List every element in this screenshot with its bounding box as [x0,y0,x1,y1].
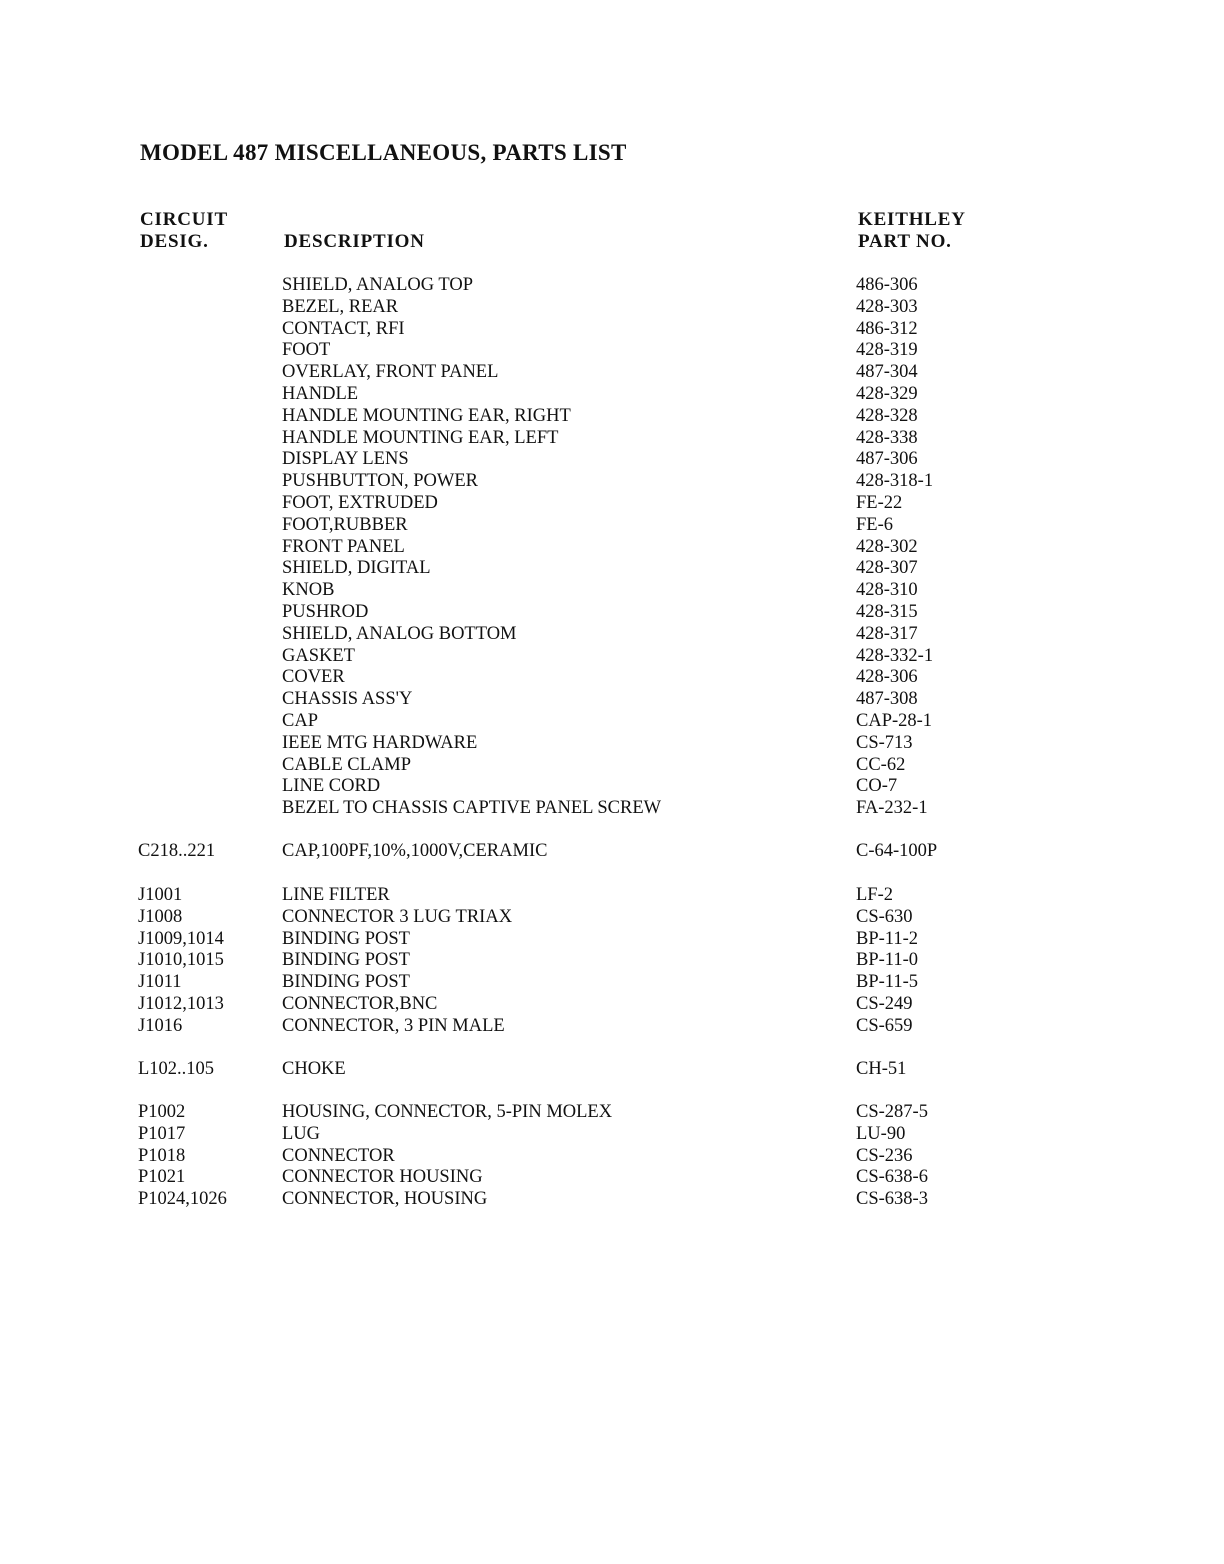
part-number-cell: 428-310 [856,580,918,601]
table-row [0,275,1224,297]
description-cell: BINDING POST [282,950,410,971]
part-number-cell: 428-332-1 [856,645,934,666]
parts-group [0,841,1224,863]
part-number-cell: CS-713 [856,732,913,753]
description-cell: SHIELD, ANALOG BOTTOM [282,623,517,644]
table-row [0,1167,1224,1189]
description-cell: FOOT,RUBBER [282,514,408,535]
table-row [0,297,1224,319]
part-header-line1: KEITHLEY [858,209,966,230]
part-number-cell: 487-304 [856,362,918,383]
part-number-cell: BP-11-0 [856,950,919,971]
part-number-cell: CH-51 [856,1059,907,1079]
table-row [0,537,1224,559]
parts-group [0,1102,1224,1211]
circuit-designation-cell: J1012,1013 [138,993,224,1014]
part-number-cell: BP-11-5 [856,972,919,993]
table-row [0,471,1224,493]
table-row [0,972,1224,994]
description-cell: GASKET [282,645,355,666]
description-cell: SHIELD, DIGITAL [282,558,431,579]
table-row [0,1016,1224,1038]
part-number-cell: 428-315 [856,601,918,622]
description-cell: CONNECTOR 3 LUG TRIAX [282,906,513,927]
circuit-designation-header [140,209,228,253]
description-cell: SHIELD, ANALOG TOP [282,275,474,295]
part-number-header [858,209,966,253]
description-cell: FRONT PANEL [282,536,405,557]
description-cell: DISPLAY LENS [282,449,409,470]
part-number-cell: 428-307 [856,558,918,579]
part-number-cell: 487-308 [856,689,918,710]
description-cell: BEZEL TO CHASSIS CAPTIVE PANEL SCREW [282,798,662,819]
part-number-cell: CC-62 [856,754,906,775]
circuit-header-line1: CIRCUIT [140,209,228,230]
circuit-designation-cell: C218..221 [138,841,216,861]
table-row [0,776,1224,798]
table-row [0,689,1224,711]
description-cell: HANDLE [282,383,359,404]
description-cell: FOOT, EXTRUDED [282,492,438,513]
part-number-cell: 428-302 [856,536,918,557]
description-cell: CABLE CLAMP [282,754,412,775]
description-cell: COVER [282,667,345,688]
circuit-designation-cell: L102..105 [138,1059,215,1079]
description-cell: BINDING POST [282,972,410,993]
description-cell: IEEE MTG HARDWARE [282,732,478,753]
table-row [0,624,1224,646]
circuit-designation-cell: J1010,1015 [138,950,224,971]
table-row [0,929,1224,951]
description-cell: HANDLE MOUNTING EAR, LEFT [282,427,559,448]
table-row [0,1059,1224,1081]
circuit-designation-cell: J1001 [138,885,183,905]
page-title: MODEL 487 MISCELLANEOUS, PARTS LIST [140,140,627,165]
description-cell: LINE FILTER [282,885,390,905]
table-row [0,733,1224,755]
circuit-designation-cell: J1016 [138,1015,183,1036]
description-cell: CONNECTOR, HOUSING [282,1189,488,1210]
table-row [0,885,1224,907]
table-row [0,1124,1224,1146]
description-header: DESCRIPTION [284,231,425,252]
description-cell: HOUSING, CONNECTOR, 5-PIN MOLEX [282,1102,613,1122]
part-number-cell: CS-638-6 [856,1167,928,1188]
description-cell: BEZEL, REAR [282,296,399,317]
table-row [0,602,1224,624]
part-number-cell: LU-90 [856,1123,906,1144]
description-cell: CONNECTOR, 3 PIN MALE [282,1015,505,1036]
table-row [0,646,1224,668]
part-number-cell: C-64-100P [856,841,938,861]
table-row [0,515,1224,537]
table-row [0,907,1224,929]
description-cell: CONTACT, RFI [282,318,405,339]
circuit-header-line2: DESIG. [140,231,209,252]
table-row [0,994,1224,1016]
description-cell: CONNECTOR,BNC [282,993,438,1014]
table-row [0,755,1224,777]
part-number-cell: 428-306 [856,667,918,688]
description-cell: LINE CORD [282,776,381,797]
part-number-cell: FE-22 [856,492,903,513]
table-row [0,493,1224,515]
part-number-cell: CS-659 [856,1015,913,1036]
description-cell: CAP [282,710,318,731]
circuit-designation-cell: P1024,1026 [138,1189,227,1210]
circuit-designation-cell: J1011 [138,972,182,993]
circuit-designation-cell: P1021 [138,1167,186,1188]
circuit-designation-cell: J1009,1014 [138,928,224,949]
part-number-cell: CS-287-5 [856,1102,928,1122]
part-number-cell: CO-7 [856,776,898,797]
table-row [0,841,1224,863]
part-number-cell: CS-236 [856,1145,913,1166]
description-cell: CHOKE [282,1059,346,1079]
part-number-cell: 428-303 [856,296,918,317]
circuit-designation-cell: P1002 [138,1102,186,1122]
description-cell: BINDING POST [282,928,410,949]
part-number-cell: 428-328 [856,405,918,426]
circuit-designation-cell: P1018 [138,1145,186,1166]
part-number-cell: 486-306 [856,275,918,295]
parts-group [0,275,1224,820]
part-number-cell: BP-11-2 [856,928,919,949]
description-cell: OVERLAY, FRONT PANEL [282,362,499,383]
part-number-cell: CS-249 [856,993,913,1014]
table-row [0,711,1224,733]
description-cell: PUSHROD [282,601,369,622]
table-row [0,319,1224,341]
part-number-cell: 428-319 [856,340,918,361]
table-row [0,950,1224,972]
part-number-cell: FE-6 [856,514,893,535]
part-number-cell: CS-630 [856,906,913,927]
table-row [0,1146,1224,1168]
part-number-cell: LF-2 [856,885,893,905]
table-row [0,449,1224,471]
description-cell: PUSHBUTTON, POWER [282,471,478,492]
circuit-designation-cell: P1017 [138,1123,186,1144]
parts-group [0,1059,1224,1081]
part-number-cell: 428-318-1 [856,471,934,492]
part-number-cell: 428-329 [856,383,918,404]
table-row [0,667,1224,689]
parts-group [0,885,1224,1038]
part-number-cell: 428-317 [856,623,918,644]
part-number-cell: 428-338 [856,427,918,448]
part-number-cell: CAP-28-1 [856,710,933,731]
part-header-line2: PART NO. [858,231,952,252]
table-row [0,1102,1224,1124]
description-cell: KNOB [282,580,335,601]
description-cell: CONNECTOR [282,1145,395,1166]
description-cell: LUG [282,1123,321,1144]
table-row [0,384,1224,406]
table-row [0,362,1224,384]
description-cell: HANDLE MOUNTING EAR, RIGHT [282,405,571,426]
table-row [0,340,1224,362]
table-row [0,428,1224,450]
table-row [0,406,1224,428]
description-cell: CHASSIS ASS'Y [282,689,413,710]
description-cell: CAP,100PF,10%,1000V,CERAMIC [282,841,548,861]
part-number-cell: FA-232-1 [856,798,928,819]
table-row [0,580,1224,602]
table-row [0,558,1224,580]
table-row [0,798,1224,820]
circuit-designation-cell: J1008 [138,906,183,927]
part-number-cell: 486-312 [856,318,918,339]
description-cell: FOOT [282,340,331,361]
part-number-cell: 487-306 [856,449,918,470]
part-number-cell: CS-638-3 [856,1189,928,1210]
description-cell: CONNECTOR HOUSING [282,1167,483,1188]
table-row [0,1189,1224,1211]
